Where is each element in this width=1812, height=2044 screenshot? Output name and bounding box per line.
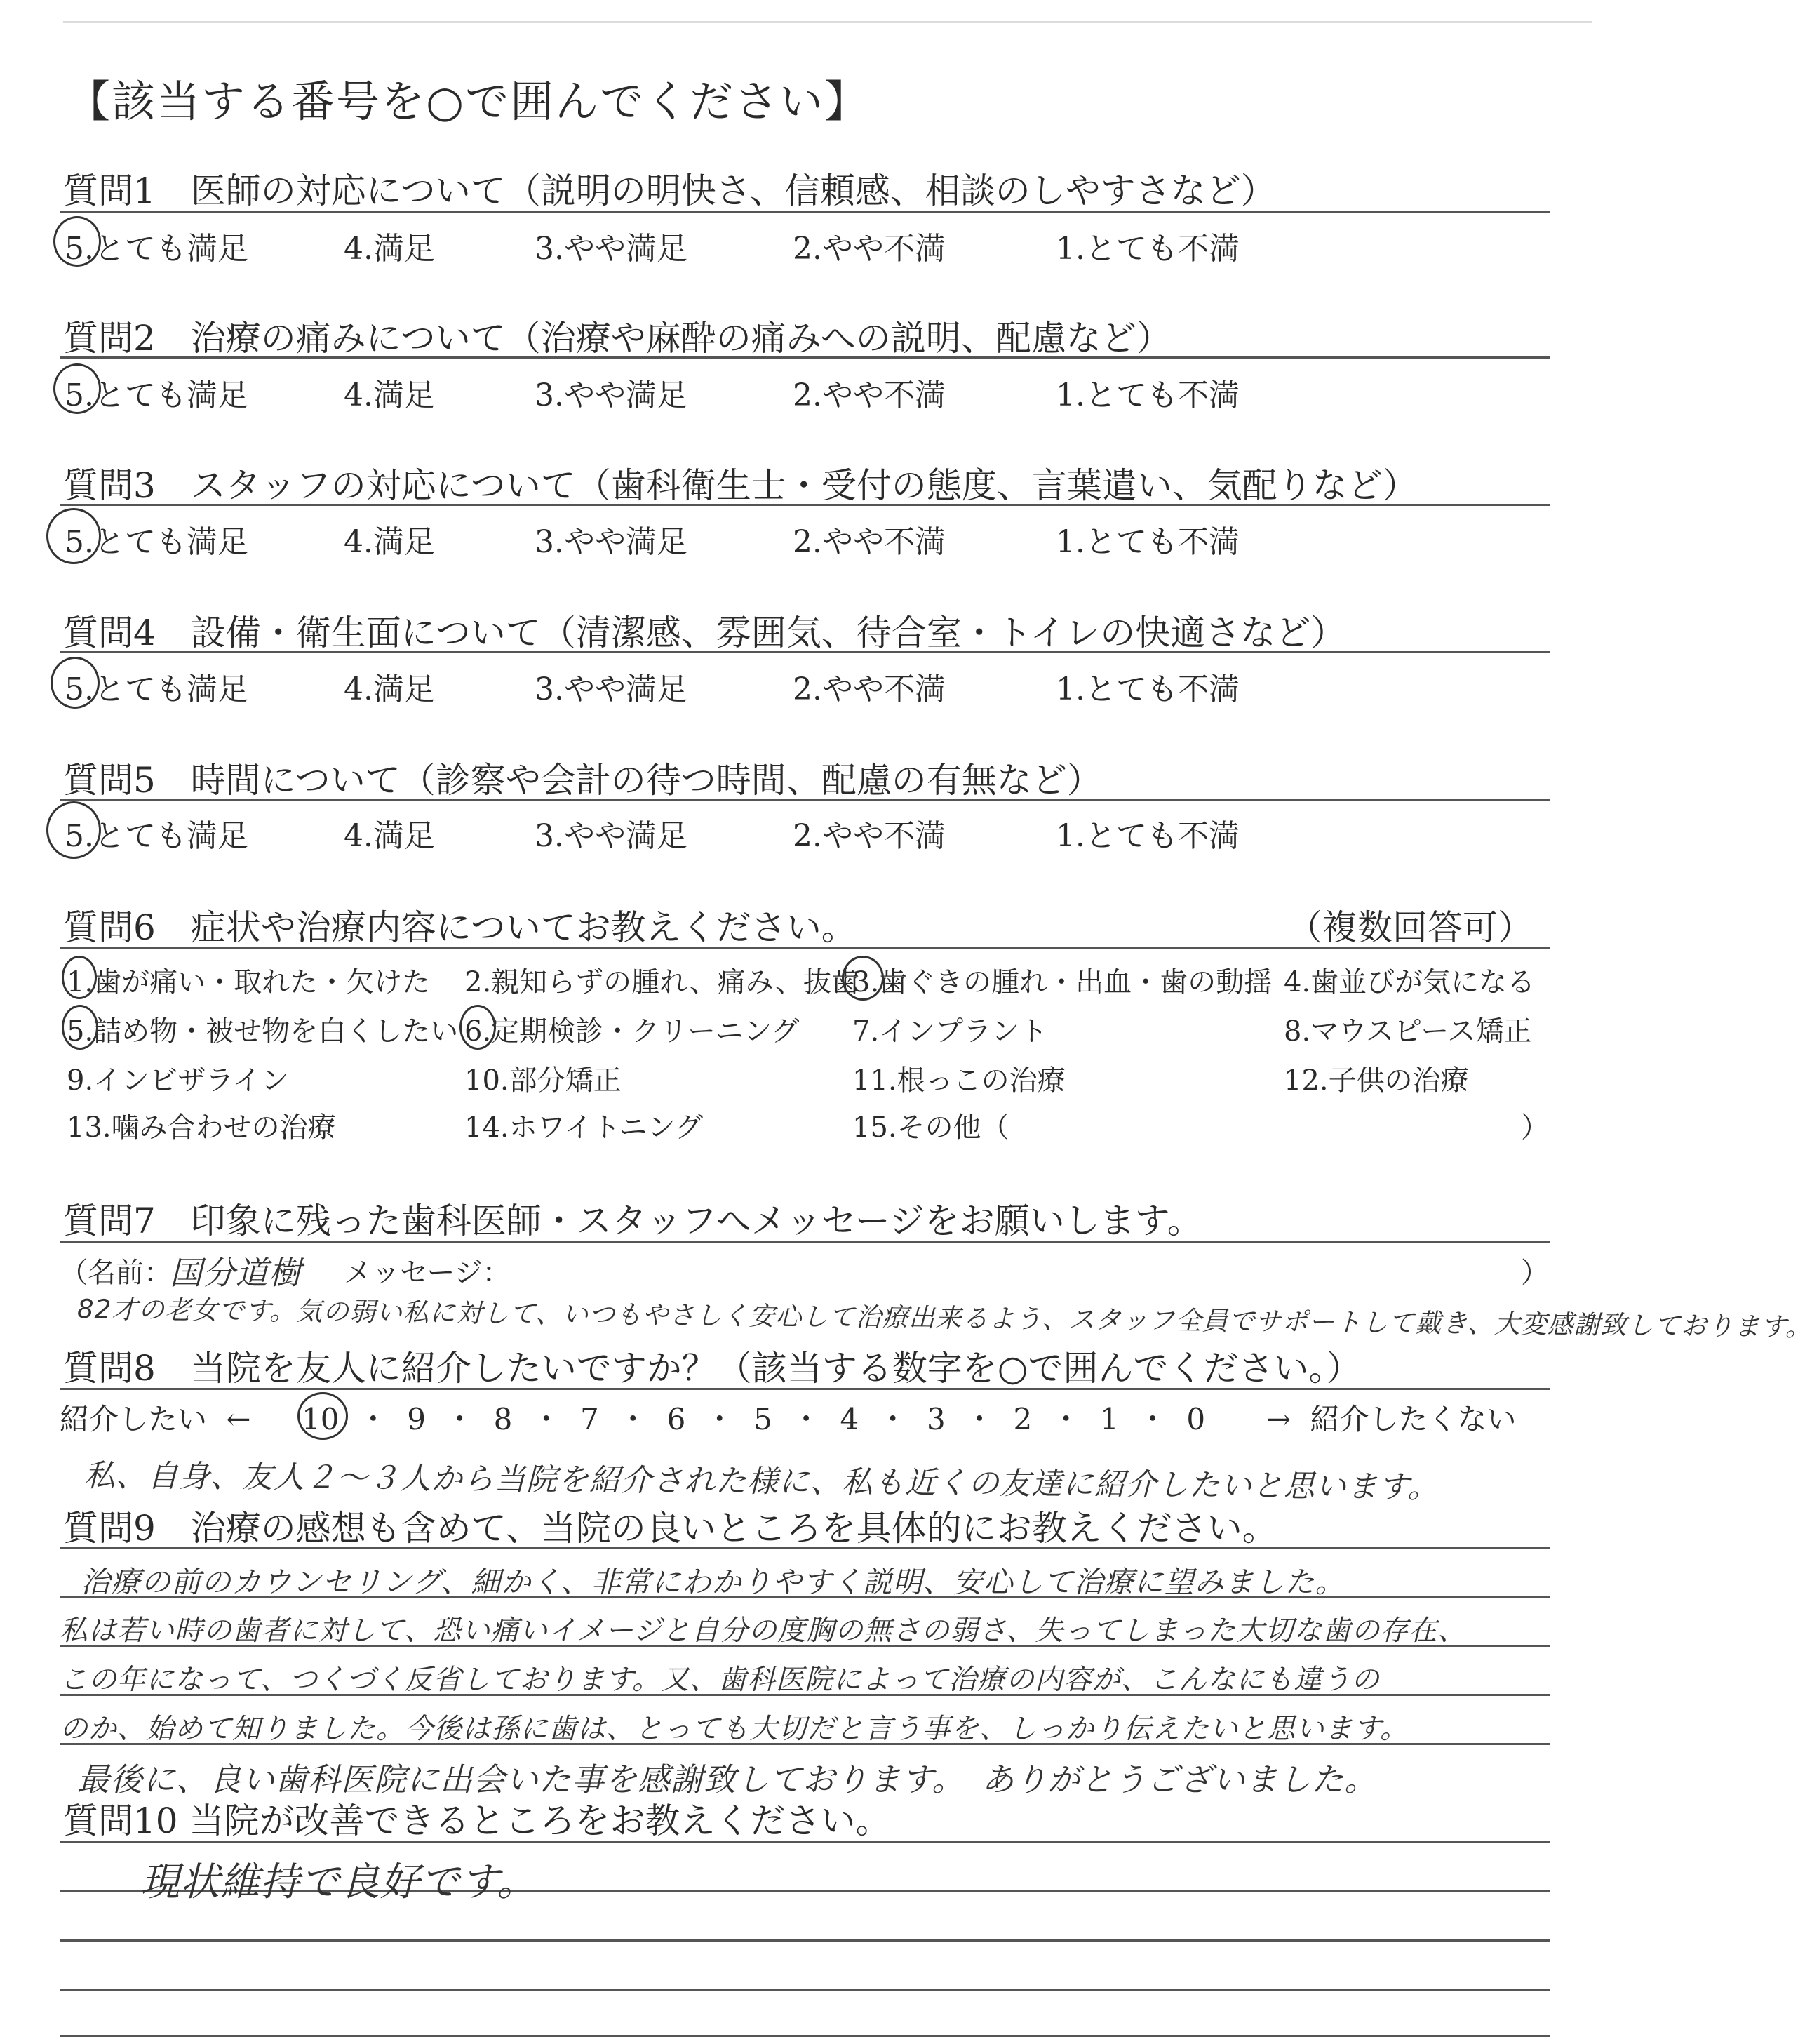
- question-7-title: 質問7 印象に残った歯科医師・スタッフへメッセージをお願いします。: [63, 1201, 1202, 1241]
- q1-option-5[interactable]: 5.とても満足: [65, 231, 248, 267]
- message-close: ）: [1521, 1257, 1549, 1289]
- scale-6[interactable]: 6: [666, 1402, 686, 1436]
- question-6-title: 質問6 症状や治療内容についてお教えください。: [63, 907, 857, 948]
- q5-option-2[interactable]: 2.やや不満: [793, 818, 946, 854]
- q7-handwritten-message: 82才の老女です。気の弱い私に対して、いつもやさしく安心して治療出来るよう、スタッフ全員でサポートして戴き、大変感謝致しております。: [76, 1294, 1812, 1342]
- selection-circle: [53, 363, 101, 414]
- q3-option-3[interactable]: 3.やや満足: [535, 524, 687, 560]
- recommend-scale: [302, 1396, 1205, 1438]
- recommend-left-label: 紹介したい ←: [60, 1402, 251, 1436]
- q6-option-3[interactable]: 3.歯ぐきの腫れ・出血・歯の動揺: [852, 966, 1273, 998]
- divider: [60, 356, 1550, 359]
- q6-other-close: ）: [1521, 1111, 1549, 1144]
- scale-0[interactable]: 0: [1186, 1402, 1206, 1436]
- q2-option-3[interactable]: 3.やや満足: [535, 378, 687, 413]
- selection-circle: [51, 657, 100, 709]
- divider: [60, 947, 1550, 949]
- q6-option-7[interactable]: 7.インプラント: [852, 1015, 1048, 1048]
- q6-option-10[interactable]: 10.部分矯正: [464, 1064, 622, 1097]
- question-1-title: 質問1 医師の対応について（説明の明快さ、信頼感、相談のしやすさなど）: [63, 171, 1276, 211]
- q6-option-8[interactable]: 8.マウスピース矯正: [1284, 1015, 1532, 1048]
- divider: [60, 1388, 1550, 1390]
- divider: [60, 1547, 1550, 1549]
- q9-line-1: 治療の前のカウンセリング、細かく、非常にわかりやすく説明、安心して治療に望みました。: [81, 1565, 1345, 1599]
- scale-1[interactable]: 1: [1099, 1402, 1119, 1436]
- scale-8[interactable]: 8: [493, 1402, 513, 1436]
- q5-option-4[interactable]: 4.満足: [344, 818, 435, 854]
- q4-option-2[interactable]: 2.やや不満: [793, 672, 946, 707]
- scale-dot: ・: [791, 1402, 821, 1436]
- scale-dot: ・: [965, 1402, 995, 1436]
- question-8-title: 質問8 当院を友人に紹介したいですか？（該当する数字を○で囲んでください。）: [63, 1348, 1362, 1389]
- q6-option-2[interactable]: 2.親知らずの腫れ、痛み、抜歯: [464, 966, 859, 998]
- q4-option-3[interactable]: 3.やや満足: [535, 672, 687, 707]
- divider: [60, 799, 1550, 801]
- selection-circle: [62, 956, 97, 999]
- q6-option-15[interactable]: 15.その他（: [852, 1111, 1009, 1144]
- q9-line-5: 最後に、良い歯科医院に出会いた事を感謝致しております。 ありがとうございました。: [77, 1761, 1378, 1798]
- q3-option-5[interactable]: 5.とても満足: [65, 524, 248, 560]
- divider: [60, 211, 1550, 213]
- q6-option-12[interactable]: 12.子供の治療: [1284, 1064, 1469, 1097]
- q2-option-5[interactable]: 5.とても満足: [65, 378, 248, 413]
- q1-option-3[interactable]: 3.やや満足: [535, 231, 687, 267]
- divider: [60, 1841, 1550, 1843]
- q9-line-3: この年になって、つくづく反省しております。又、歯科医院によって治療の内容が、こんなにも違うの: [60, 1664, 1380, 1696]
- name-label: （名前：: [60, 1257, 172, 1289]
- question-4-title: 質問4 設備・衛生面について（清潔感、雰囲気、待合室・トイレの快適さなど）: [63, 613, 1346, 653]
- scale-dot: ・: [358, 1402, 388, 1436]
- scale-9[interactable]: 9: [407, 1402, 426, 1436]
- scale-dot: ・: [445, 1402, 475, 1436]
- q4-option-1[interactable]: 1.とても不満: [1056, 672, 1240, 707]
- q10-handwritten-answer: 現状維持で良好です。: [140, 1859, 537, 1905]
- q5-option-3[interactable]: 3.やや満足: [535, 818, 687, 854]
- q9-line-2: 私は若い時の歯者に対して、恐い痛いイメージと自分の度胸の無さの弱さ、失ってしまった大切な歯の存在、: [60, 1615, 1467, 1647]
- selection-circle: [46, 508, 101, 564]
- scale-dot: ・: [531, 1402, 561, 1436]
- q6-option-14[interactable]: 14.ホワイトニング: [464, 1111, 704, 1144]
- scale-5[interactable]: 5: [753, 1402, 772, 1436]
- divider: [60, 2035, 1550, 2037]
- q2-option-1[interactable]: 1.とても不満: [1056, 378, 1240, 413]
- question-9-title: 質問9 治療の感想も含めて、当院の良いところを具体的にお教えください。: [63, 1508, 1277, 1549]
- scale-7[interactable]: 7: [580, 1402, 599, 1436]
- q3-option-4[interactable]: 4.満足: [344, 524, 435, 560]
- q6-option-1[interactable]: 1.歯が痛い・取れた・欠けた: [67, 966, 431, 998]
- name-handwritten: 国分道樹: [170, 1254, 302, 1292]
- q9-line-4: のか、始めて知りました。今後は孫に歯は、とっても大切だと言う事を、しっかり伝えたいと思います。: [60, 1713, 1409, 1745]
- selection-circle: [842, 956, 884, 1001]
- selection-circle: [297, 1392, 348, 1440]
- message-label: メッセージ：: [344, 1257, 511, 1289]
- q2-option-4[interactable]: 4.満足: [344, 378, 435, 413]
- q3-option-2[interactable]: 2.やや不満: [793, 524, 946, 560]
- question-10-title: 質問10 当院が改善できるところをお教えください。: [63, 1801, 891, 1841]
- q2-option-2[interactable]: 2.やや不満: [793, 378, 946, 413]
- q1-option-2[interactable]: 2.やや不満: [793, 231, 946, 267]
- q5-option-1[interactable]: 1.とても不満: [1056, 818, 1240, 854]
- scale-2[interactable]: 2: [1013, 1402, 1033, 1436]
- divider: [60, 1241, 1550, 1243]
- selection-circle: [46, 801, 101, 859]
- q6-option-6[interactable]: 6.定期検診・クリーニング: [464, 1015, 800, 1048]
- top-border: [63, 21, 1592, 23]
- divider: [60, 504, 1550, 506]
- q3-option-1[interactable]: 1.とても不満: [1056, 524, 1240, 560]
- multiple-answers-note: （複数回答可）: [1287, 907, 1533, 948]
- q1-option-1[interactable]: 1.とても不満: [1056, 231, 1240, 267]
- scale-4[interactable]: 4: [840, 1402, 859, 1436]
- question-2-title: 質問2 治療の痛みについて（治療や麻酔の痛みへの説明、配慮など）: [63, 318, 1172, 359]
- q6-option-11[interactable]: 11.根っこの治療: [852, 1064, 1066, 1097]
- q8-handwritten-comment: 私、自身、友人２～３人から当院を紹介された様に、私も近くの友達に紹介したいと思います。: [83, 1457, 1439, 1506]
- q1-option-4[interactable]: 4.満足: [344, 231, 435, 267]
- question-3-title: 質問3 スタッフの対応について（歯科衛生士・受付の態度、言葉遣い、気配りなど）: [63, 465, 1418, 506]
- selection-circle: [62, 1005, 98, 1050]
- q6-option-4[interactable]: 4.歯並びが気になる: [1284, 966, 1536, 998]
- page-title: 【該当する番号を○で囲んでください】: [67, 76, 870, 127]
- recommend-right-label: → 紹介したくない: [1266, 1402, 1517, 1436]
- selection-circle: [53, 216, 101, 267]
- question-5-title: 質問5 時間について（診察や会計の待つ時間、配慮の有無など）: [63, 760, 1102, 801]
- scale-dot: ・: [1051, 1402, 1081, 1436]
- q6-option-5[interactable]: 5.詰め物・被せ物を白くしたい: [67, 1015, 459, 1048]
- scale-dot: ・: [618, 1402, 648, 1436]
- scale-dot: ・: [704, 1402, 734, 1436]
- divider: [60, 1939, 1550, 1942]
- scale-3[interactable]: 3: [927, 1402, 946, 1436]
- scale-10[interactable]: 10: [302, 1402, 340, 1436]
- scale-dot: ・: [1138, 1402, 1168, 1436]
- divider: [60, 651, 1550, 653]
- q5-option-5[interactable]: 5.とても満足: [65, 818, 248, 854]
- selection-circle: [459, 1005, 496, 1050]
- divider: [60, 1989, 1550, 1991]
- q6-option-13[interactable]: 13.噛み合わせの治療: [67, 1111, 336, 1144]
- q4-option-5[interactable]: 5.とても満足: [65, 672, 248, 707]
- scale-dot: ・: [878, 1402, 908, 1436]
- q6-option-9[interactable]: 9.インビザライン: [67, 1064, 289, 1097]
- q4-option-4[interactable]: 4.満足: [344, 672, 435, 707]
